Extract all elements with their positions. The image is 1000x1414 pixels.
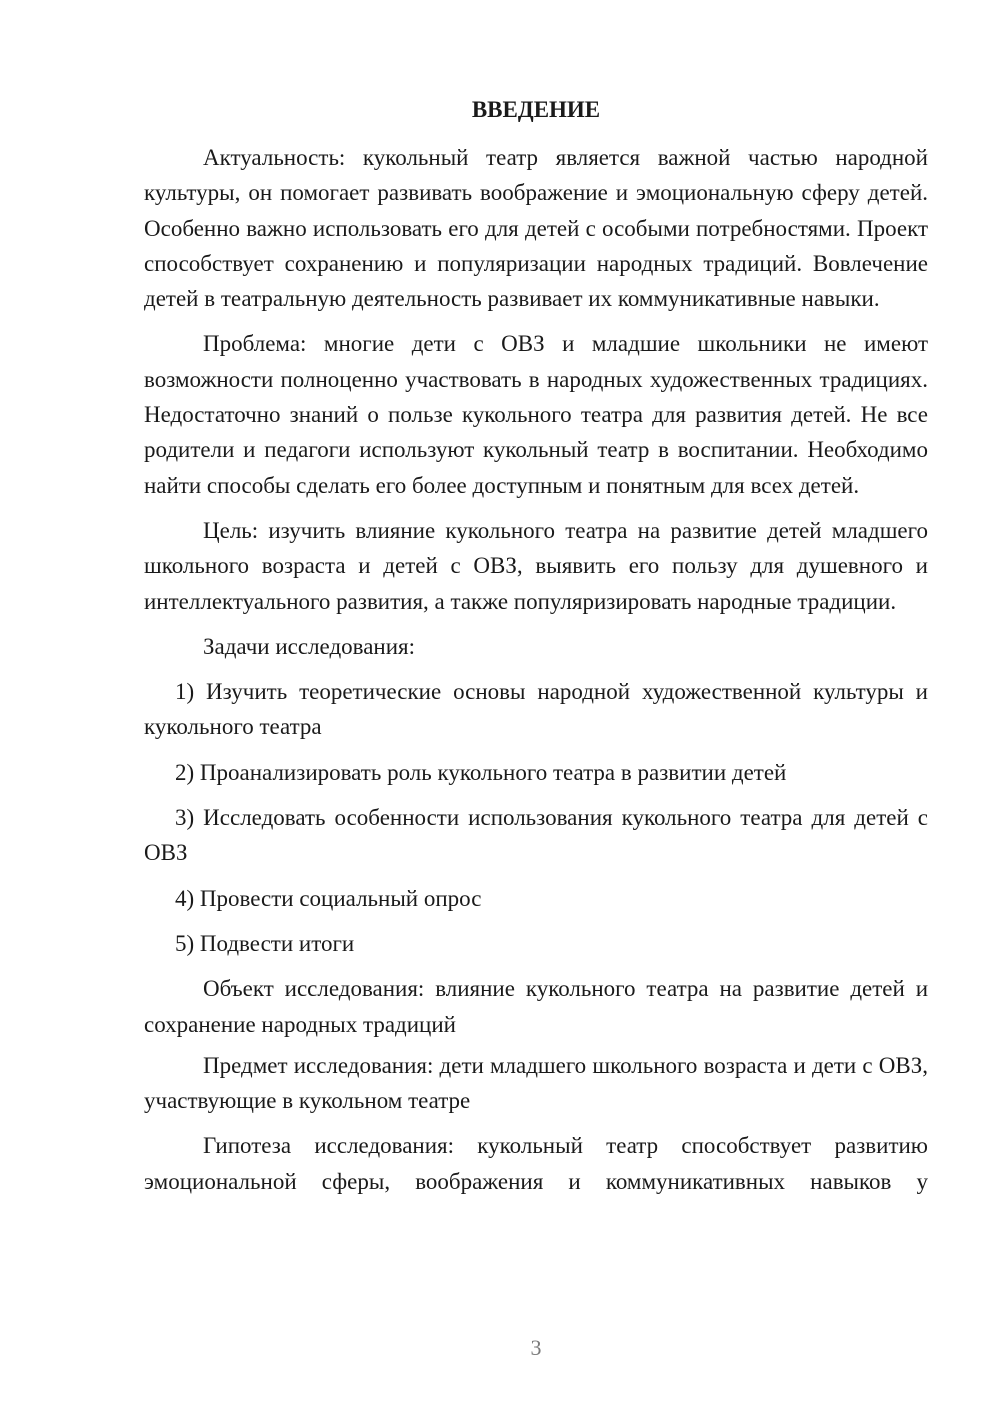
- task-item-3: 3) Исследовать особенности использования кукольного театра для детей с ОВЗ: [144, 805, 928, 866]
- hypothesis-paragraph: Гипотеза исследования: кукольный театр способствует развитию эмоциональной сферы, воображения и коммуникативных навыков у: [144, 1133, 928, 1194]
- tasks-heading: Задачи исследования:: [203, 633, 416, 659]
- subject-paragraph: Предмет исследования: дети младшего школьного возраста и дети с ОВЗ, участвующие в кукольном театре: [144, 1052, 928, 1114]
- task-item-2: 2) Проанализировать роль кукольного театра в развитии детей: [175, 759, 787, 785]
- task-item-5: 5) Подвести итоги: [175, 930, 355, 956]
- problem-paragraph: Проблема: многие дети с ОВЗ и младшие школьники не имеют возможности полноценно участвовать в народных художественных традициях. Недостаточно знаний о пользе кукольного театра для развития детей. Не все родители и педагоги используют кукольный театр в воспитании. Необходимо найти способы сделать его более доступным и понятным для всех детей.: [144, 331, 928, 498]
- goal-paragraph: Цель: изучить влияние кукольного театра на развитие детей младшего школьного возраста и детей с ОВЗ, выявить его пользу для душевного и интеллектуального развития, а также популяризировать народные традиции.: [144, 517, 928, 614]
- object-paragraph: Объект исследования: влияние кукольного театра на развитие детей и сохранение народных традиций: [144, 976, 928, 1037]
- task-item-4: 4) Провести социальный опрос: [175, 885, 482, 911]
- relevance-paragraph: Актуальность: кукольный театр является важной частью народной культуры, он помогает развивать воображение и эмоциональную сферу детей. Особенно важно использовать его для детей с особыми потребностями. Проект способствует сохранению и популяризации народных традиций. Вовлечение детей в театральную деятельность развивает их коммуникативные навыки.: [144, 145, 928, 312]
- task-item-1: 1) Изучить теоретические основы народной художественной культуры и кукольного театра: [144, 679, 928, 740]
- page-number: 3: [530, 1335, 542, 1360]
- page-content: [144, 94, 928, 1209]
- section-title: ВВЕДЕНИЕ: [471, 97, 601, 122]
